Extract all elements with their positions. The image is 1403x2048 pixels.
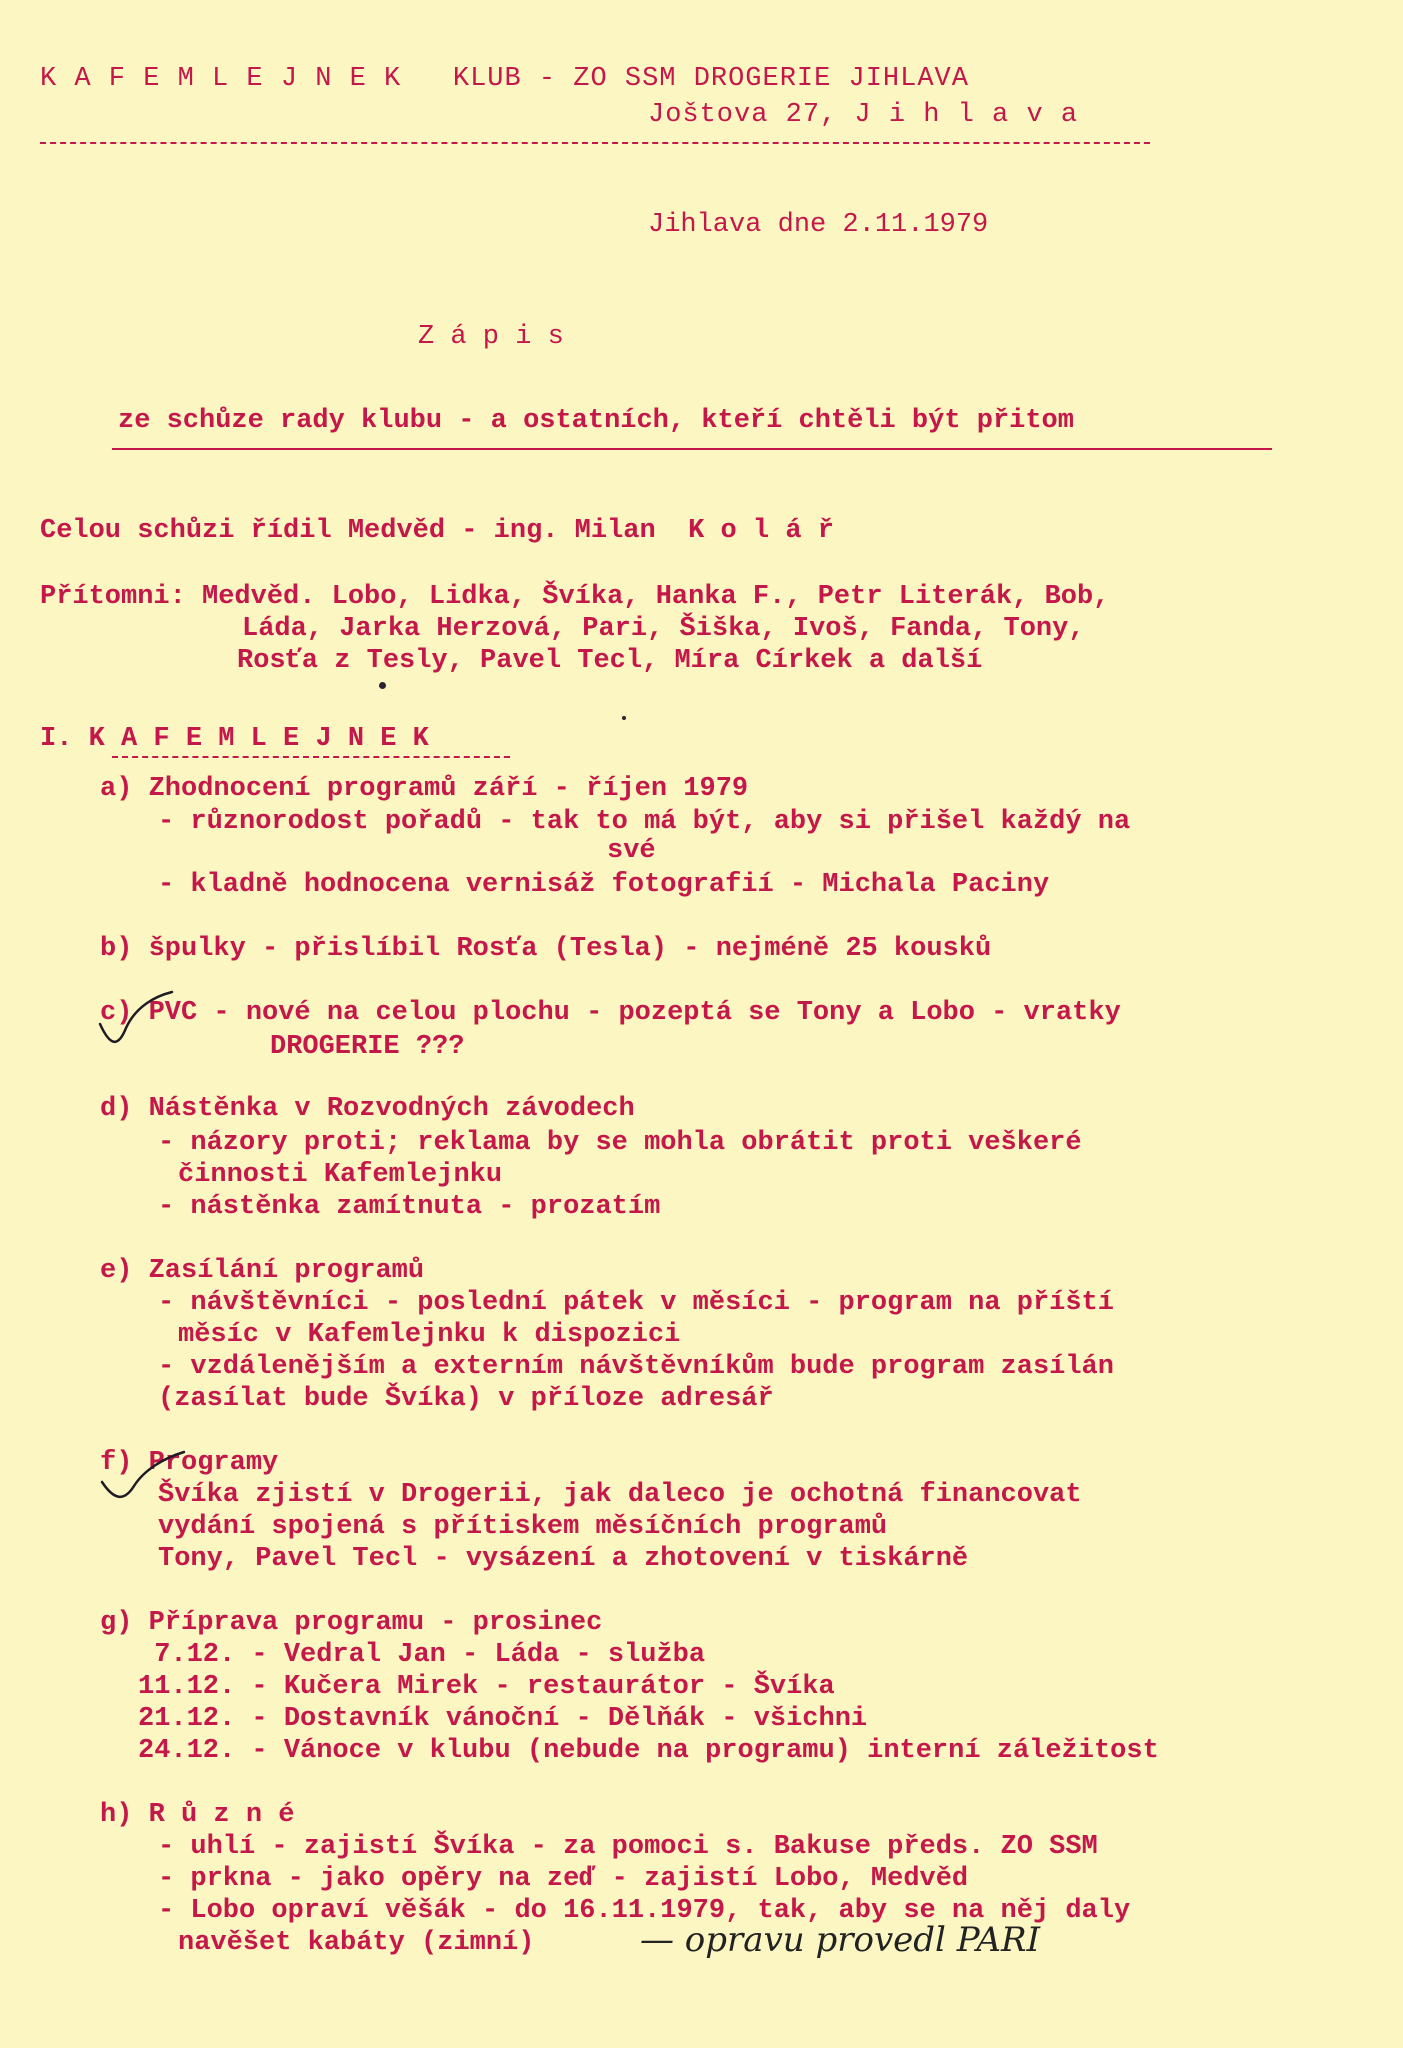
item-h-heading: h) R ů z n é <box>100 1800 295 1830</box>
item-f-line: vydání spojená s přítiskem měsíčních programů <box>158 1512 888 1542</box>
doc-title: Z á p i s <box>418 322 564 352</box>
attendees-line-2: Láda, Jarka Herzová, Pari, Šiška, Ivoš, Fanda, Tony, <box>242 614 1085 644</box>
item-g-heading: g) Příprava programu - prosinec <box>100 1608 603 1638</box>
section-title: I. K A F E M L E J N E K <box>40 724 429 754</box>
item-g-line: 7.12. - Vedral Jan - Láda - služba <box>138 1640 706 1670</box>
item-h-line: - uhlí - zajistí Švíka - za pomoci s. Bakuse předs. ZO SSM <box>158 1832 1098 1862</box>
section-title-underline <box>112 756 510 758</box>
item-e-heading: e) Zasílání programů <box>100 1256 425 1286</box>
item-d-line: - názory proti; reklama by se mohla obrátit proti veškeré <box>158 1128 1082 1158</box>
item-a-line: - různorodost pořadů - tak to má být, aby si přišel každý na <box>158 807 1131 837</box>
item-e-line: (zasílat bude Švíka) v příloze adresář <box>158 1384 774 1414</box>
item-e-line: - vzdálenějším a externím návštěvníkům bude program zasílán <box>158 1352 1114 1382</box>
header-address: Joštova 27, J i h l a v a <box>648 100 1079 130</box>
chair-line: Celou schůzi řídil Medvěd - ing. Milan K o l á ř <box>40 516 834 546</box>
attendees-line-1: Přítomni: Medvěd. Lobo, Lidka, Švíka, Hanka F., Petr Literák, Bob, <box>40 582 1110 612</box>
item-e-line: - návštěvníci - poslední pátek v měsíci - program na příští <box>158 1288 1114 1318</box>
item-f-line: Tony, Pavel Tecl - vysázení a zhotovení v tiskárně <box>158 1544 969 1574</box>
date-line: Jihlava dne 2.11.1979 <box>648 210 989 240</box>
item-g-line: 11.12. - Kučera Mirek - restaurátor - Švíka <box>138 1672 835 1702</box>
doc-subtitle: ze schůze rady klubu - a ostatních, kteří chtěli být přitom <box>118 406 1074 436</box>
item-a-line: své <box>607 836 656 866</box>
check-mark-f <box>98 1446 188 1506</box>
item-g-line: 24.12. - Vánoce v klubu (nebude na programu) interní záležitost <box>138 1736 1159 1766</box>
item-g-line: 21.12. - Dostavník vánoční - Dělňák - všichni <box>138 1704 868 1734</box>
header-org: K A F E M L E J N E K KLUB - ZO SSM DROGERIE JIHLAVA <box>40 64 969 94</box>
item-f-line: Švíka zjistí v Drogerii, jak daleco je ochotná financovat <box>158 1480 1082 1510</box>
ink-dot <box>622 716 626 720</box>
item-a-line: - kladně hodnocena vernisáž fotografií - Michala Paciny <box>158 870 1050 900</box>
item-d-heading: d) Nástěnka v Rozvodných závodech <box>100 1094 635 1124</box>
item-b-heading: b) špulky - přislíbil Rosťa (Tesla) - nejméně 25 kousků <box>100 934 992 964</box>
handwritten-note: — opravu provedl PARI <box>640 1920 1041 1960</box>
item-h-line: - prkna - jako opěry na zeď - zajistí Lobo, Medvěd <box>158 1864 969 1894</box>
item-e-line: měsíc v Kafemlejnku k dispozici <box>178 1320 681 1350</box>
subtitle-underline <box>112 448 1272 450</box>
item-d-line: - nástěnka zamítnuta - prozatím <box>158 1192 661 1222</box>
item-f-heading: f) Programy <box>100 1448 279 1478</box>
header-divider <box>40 142 1150 144</box>
item-a-heading: a) Zhodnocení programů září - říjen 1979 <box>100 774 749 804</box>
item-c-line: DROGERIE ??? <box>270 1032 465 1062</box>
attendees-line-3: Rosťa z Tesly, Pavel Tecl, Míra Církek a další <box>237 646 983 676</box>
item-h-line: - Lobo opraví věšák - do 16.11.1979, tak, aby se na něj daly <box>158 1896 1131 1926</box>
item-d-line: činnosti Kafemlejnku <box>178 1160 503 1190</box>
check-mark-c <box>96 990 176 1050</box>
ink-dot <box>379 682 386 689</box>
item-c-heading: c) PVC - nové na celou plochu - pozeptá se Tony a Lobo - vratky <box>100 998 1121 1028</box>
item-h-line: navěšet kabáty (zimní) <box>178 1928 535 1958</box>
